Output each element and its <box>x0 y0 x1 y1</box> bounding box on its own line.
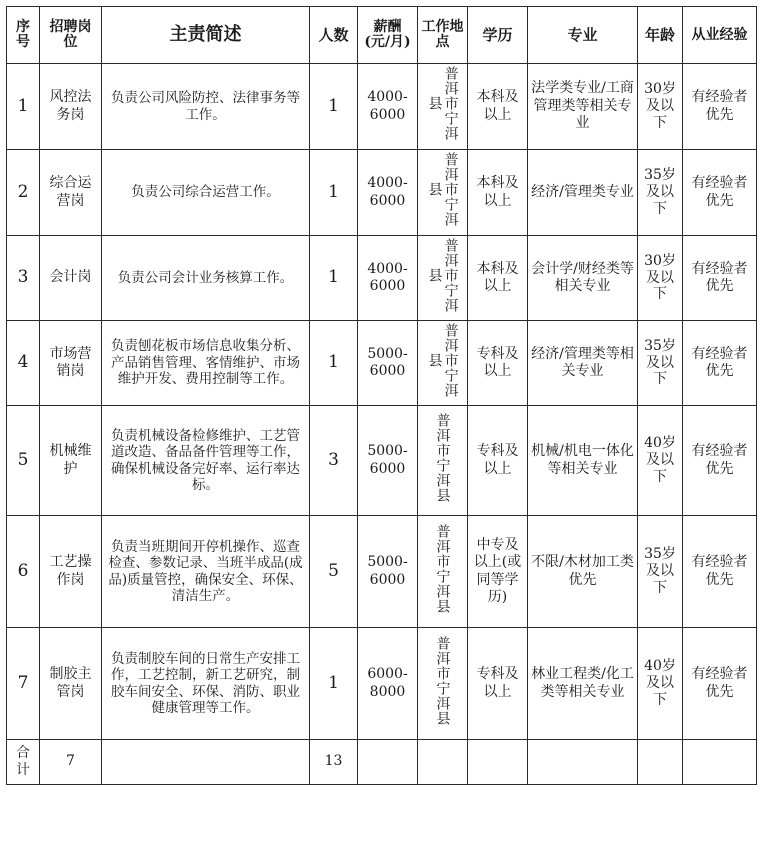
cell-experience: 有经验者优先 <box>683 406 757 516</box>
cell-salary: 6000-8000 <box>358 628 418 740</box>
cell-salary: 4000-6000 <box>358 150 418 236</box>
cell-age: 35岁及以下 <box>638 516 683 628</box>
location-text: 普洱市宁洱县 <box>426 152 459 228</box>
table-row <box>7 150 757 236</box>
total-empty-cell <box>468 740 528 785</box>
cell-location <box>418 406 468 516</box>
location-text: 普洱市宁洱县 <box>426 66 459 142</box>
location-text: 普洱市宁洱县 <box>426 322 459 398</box>
cell-seq: 3 <box>7 236 40 321</box>
total-count: 13 <box>310 740 358 785</box>
header-major: 专业 <box>528 7 638 64</box>
table-row <box>7 406 757 516</box>
header-experience: 从业经验 <box>683 7 757 64</box>
cell-location <box>418 150 468 236</box>
cell-experience: 有经验者优先 <box>683 236 757 321</box>
cell-count: 5 <box>310 516 358 628</box>
cell-major: 法学类专业/工商管理类等相关专业 <box>528 64 638 150</box>
cell-count: 1 <box>310 628 358 740</box>
cell-count: 1 <box>310 236 358 321</box>
header-salary: 薪酬(元/月) <box>358 7 418 64</box>
cell-location <box>418 236 468 321</box>
cell-duties: 负责机械设备检修维护、工艺管道改造、备品备件管理等工作，确保机械设备完好率、运行率达标。 <box>102 406 310 516</box>
location-text: 普洱市宁洱县 <box>434 635 451 726</box>
cell-experience: 有经验者优先 <box>683 516 757 628</box>
cell-salary: 5000-6000 <box>358 321 418 406</box>
cell-education: 专科及以上 <box>468 406 528 516</box>
cell-major: 林业工程类/化工类等相关专业 <box>528 628 638 740</box>
cell-duties: 负责当班期间开停机操作、巡查检查、参数记录、当班半成品(成品)质量管控，确保安全、环保、清洁生产。 <box>102 516 310 628</box>
cell-seq: 4 <box>7 321 40 406</box>
cell-count: 1 <box>310 150 358 236</box>
cell-major: 经济/管理类等相关专业 <box>528 321 638 406</box>
cell-duties: 负责制胶车间的日常生产安排工作，工艺控制，新工艺研究，制胶车间安全、环保、消防、职业健康管理等工作。 <box>102 628 310 740</box>
cell-education: 专科及以上 <box>468 628 528 740</box>
cell-experience: 有经验者优先 <box>683 64 757 150</box>
cell-position: 风控法务岗 <box>40 64 102 150</box>
cell-major: 机械/机电一体化等相关专业 <box>528 406 638 516</box>
cell-major: 经济/管理类专业 <box>528 150 638 236</box>
cell-count: 1 <box>310 64 358 150</box>
cell-location <box>418 516 468 628</box>
cell-position: 市场营销岗 <box>40 321 102 406</box>
cell-location <box>418 64 468 150</box>
table-row <box>7 516 757 628</box>
total-empty-cell <box>358 740 418 785</box>
cell-position: 机械维护 <box>40 406 102 516</box>
cell-duties: 负责公司风险防控、法律事务等工作。 <box>102 64 310 150</box>
total-empty-cell <box>418 740 468 785</box>
table-row <box>7 628 757 740</box>
cell-position: 会计岗 <box>40 236 102 321</box>
cell-age: 35岁及以下 <box>638 150 683 236</box>
cell-experience: 有经验者优先 <box>683 321 757 406</box>
total-positions: 7 <box>40 740 102 785</box>
cell-major: 会计学/财经类等相关专业 <box>528 236 638 321</box>
cell-position: 制胶主管岗 <box>40 628 102 740</box>
cell-salary: 5000-6000 <box>358 406 418 516</box>
table-header <box>7 7 757 64</box>
total-label: 合计 <box>7 740 40 785</box>
cell-duties: 负责公司会计业务核算工作。 <box>102 236 310 321</box>
cell-education: 本科及以上 <box>468 150 528 236</box>
cell-position: 工艺操作岗 <box>40 516 102 628</box>
table-row <box>7 236 757 321</box>
header-count: 人数 <box>310 7 358 64</box>
total-empty-cell <box>683 740 757 785</box>
recruitment-table <box>6 6 757 785</box>
cell-seq: 5 <box>7 406 40 516</box>
cell-salary: 4000-6000 <box>358 64 418 150</box>
header-location: 工作地点 <box>418 7 468 64</box>
header-age: 年龄 <box>638 7 683 64</box>
cell-experience: 有经验者优先 <box>683 150 757 236</box>
total-empty-cell <box>528 740 638 785</box>
location-text: 普洱市宁洱县 <box>434 523 451 614</box>
cell-seq: 6 <box>7 516 40 628</box>
cell-age: 30岁及以下 <box>638 236 683 321</box>
cell-age: 40岁及以下 <box>638 628 683 740</box>
cell-count: 3 <box>310 406 358 516</box>
cell-position: 综合运营岗 <box>40 150 102 236</box>
cell-age: 40岁及以下 <box>638 406 683 516</box>
cell-duties: 负责刨花板市场信息收集分析、产品销售管理、客情维护、市场维护开发、费用控制等工作。 <box>102 321 310 406</box>
cell-major: 不限/木材加工类优先 <box>528 516 638 628</box>
cell-duties: 负责公司综合运营工作。 <box>102 150 310 236</box>
header-duties: 主责简述 <box>102 7 310 64</box>
header-seq: 序号 <box>7 7 40 64</box>
cell-salary: 4000-6000 <box>358 236 418 321</box>
cell-education: 专科及以上 <box>468 321 528 406</box>
cell-age: 35岁及以下 <box>638 321 683 406</box>
cell-salary: 5000-6000 <box>358 516 418 628</box>
header-education: 学历 <box>468 7 528 64</box>
header-position: 招聘岗位 <box>40 7 102 64</box>
location-text: 普洱市宁洱县 <box>426 237 459 313</box>
cell-age: 30岁及以下 <box>638 64 683 150</box>
cell-seq: 1 <box>7 64 40 150</box>
cell-seq: 7 <box>7 628 40 740</box>
cell-seq: 2 <box>7 150 40 236</box>
cell-location <box>418 628 468 740</box>
cell-experience: 有经验者优先 <box>683 628 757 740</box>
location-text: 普洱市宁洱县 <box>434 412 451 503</box>
total-empty-cell <box>638 740 683 785</box>
cell-education: 中专及以上(或同等学历) <box>468 516 528 628</box>
total-empty-cell <box>102 740 310 785</box>
cell-education: 本科及以上 <box>468 64 528 150</box>
cell-education: 本科及以上 <box>468 236 528 321</box>
total-row <box>7 740 757 785</box>
table-row <box>7 64 757 150</box>
cell-count: 1 <box>310 321 358 406</box>
table-row <box>7 321 757 406</box>
cell-location <box>418 321 468 406</box>
